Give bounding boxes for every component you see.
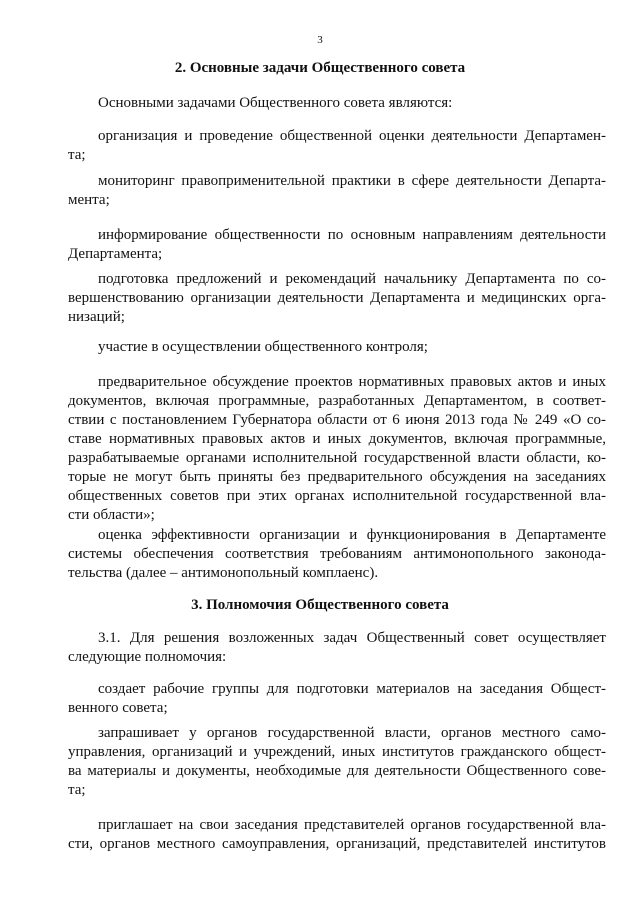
paragraph-line: общественных советов при этих органах исполнительной государственной вла- xyxy=(68,488,606,504)
paragraph-line: низаций; xyxy=(68,309,125,325)
paragraph-line: предварительное обсуждение проектов нормативных правовых актов и иных xyxy=(98,374,606,390)
paragraph-line: мониторинг правоприменительной практики в сфере деятельности Департа- xyxy=(98,173,606,189)
paragraph-line: создает рабочие группы для подготовки материалов на заседания Общест- xyxy=(98,681,606,697)
paragraph-line: подготовка предложений и рекомендаций начальнику Департамента по со- xyxy=(98,271,606,287)
paragraph-line: ствии с постановлением Губернатора области от 6 июня 2013 года № 249 «О со- xyxy=(68,412,606,428)
paragraph-line: та; xyxy=(68,782,86,798)
paragraph-line: информирование общественности по основным направлениям деятельности xyxy=(98,227,606,243)
section-2-title: 2. Основные задачи Общественного совета xyxy=(174,60,466,76)
paragraph xyxy=(68,172,606,210)
paragraph-line: участие в осуществлении общественного контроля; xyxy=(98,339,428,355)
paragraph-line: оценка эффективности организации и функционирования в Департаменте xyxy=(98,527,606,543)
paragraph xyxy=(68,338,606,357)
paragraph-line: венного совета; xyxy=(68,700,168,716)
paragraph-line: та; xyxy=(68,147,86,163)
paragraph-line: Департамента; xyxy=(68,246,163,262)
paragraph-line: документов, включая программные, разработанных Департаментом, в соответ- xyxy=(68,393,606,409)
paragraph-line: торые не могут быть приняты без предварительного обсуждения на заседаниях xyxy=(68,469,606,485)
paragraph xyxy=(68,94,606,113)
paragraph xyxy=(68,226,606,264)
paragraph-line: Основными задачами Общественного совета являются: xyxy=(98,95,453,111)
paragraph-line: приглашает на свои заседания представителей органов государственной вла- xyxy=(98,817,606,833)
paragraph xyxy=(68,127,606,165)
paragraph xyxy=(68,373,606,525)
paragraph xyxy=(68,526,606,583)
paragraph-line: сти, органов местного самоуправления, организаций, представителей институтов xyxy=(68,836,606,852)
paragraph xyxy=(68,629,606,667)
paragraph xyxy=(68,680,606,718)
paragraph-line: мента; xyxy=(68,192,110,208)
paragraph-line: организация и проведение общественной оценки деятельности Департамен- xyxy=(98,128,606,144)
paragraph-line: следующие полномочия: xyxy=(68,649,227,665)
paragraph xyxy=(68,724,606,800)
paragraph-line: ва материалы и документы, необходимые для деятельности Общественного сове- xyxy=(68,763,606,779)
paragraph-line: управления, организаций и учреждений, иных институтов гражданского общест- xyxy=(68,744,606,760)
page-number: 3 xyxy=(317,34,323,46)
paragraph-line: запрашивает у органов государственной власти, органов местного само- xyxy=(98,725,606,741)
section-3-title: 3. Полномочия Общественного совета xyxy=(191,597,449,613)
paragraph xyxy=(68,816,606,854)
paragraph-line: системы обеспечения соответствия требованиям антимонопольного законода- xyxy=(68,546,606,562)
paragraph-line: тельства (далее – антимонопольный комплаенс). xyxy=(68,565,379,581)
paragraph-line: ставе нормативных правовых актов и иных документов, включая программные, xyxy=(68,431,606,447)
paragraph-line: вершенствованию организации деятельности Департамента и медицинских орга- xyxy=(68,290,606,306)
paragraph-line: разрабатываемые органами исполнительной государственной власти области, ко- xyxy=(68,450,606,466)
paragraph-line: 3.1. Для решения возложенных задач Общественный совет осуществляет xyxy=(98,630,606,646)
paragraph-line: сти области»; xyxy=(68,507,155,523)
paragraph xyxy=(68,270,606,327)
